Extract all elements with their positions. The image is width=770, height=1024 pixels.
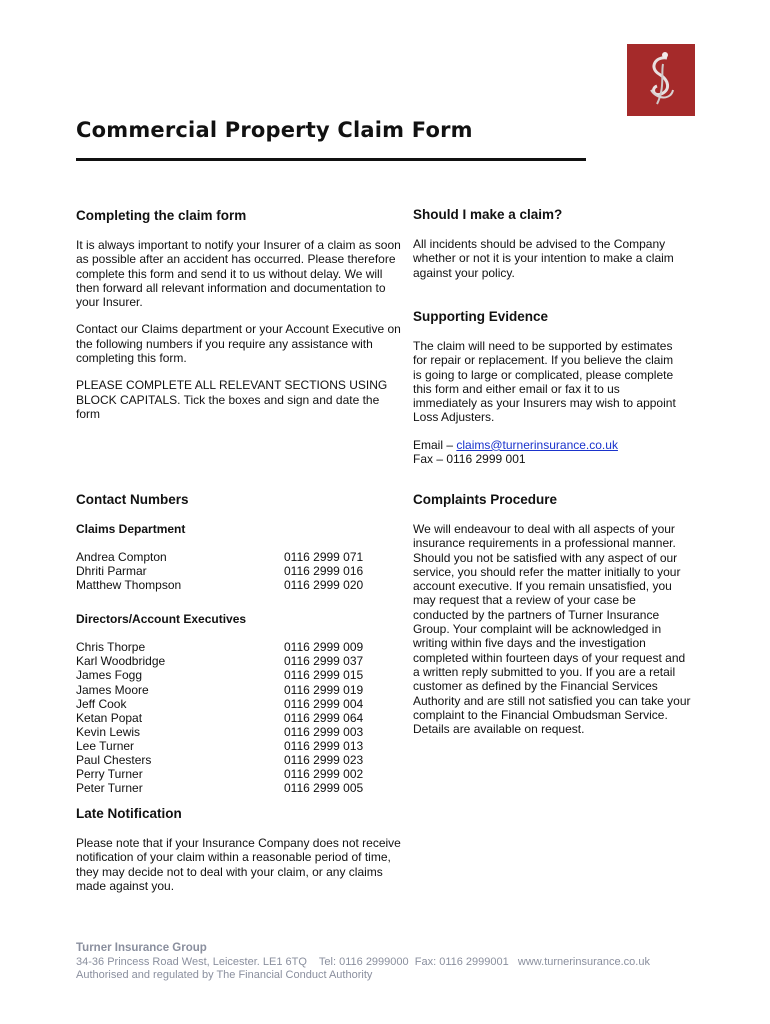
footer — [76, 942, 716, 983]
late-notification-text: Please note that if your Insurance Company does not receive notification of your claim within a reasonable period of time, they may decide not to deal with your claim, or any claims made against you. — [76, 836, 401, 893]
page-title: Commercial Property Claim Form — [76, 118, 473, 142]
email-line — [413, 438, 683, 452]
contact-name: James Fogg — [76, 668, 143, 683]
late-notification-heading: Late Notification — [76, 806, 182, 821]
should-claim-section — [413, 207, 698, 280]
title-underline — [76, 158, 586, 161]
contact-phone: 0116 2999 037 — [284, 654, 364, 669]
should-claim-heading: Should I make a claim? — [413, 207, 563, 222]
should-claim-text: All incidents should be advised to the Company whether or not it is your intention to make a claim against your policy. — [413, 237, 674, 280]
footer-company-name: Turner Insurance Group — [76, 942, 207, 954]
company-logo-icon — [627, 44, 695, 116]
directors-phones-list — [284, 640, 363, 795]
contact-numbers-heading: Contact Numbers — [76, 492, 189, 507]
contact-name: Perry Turner — [76, 767, 143, 782]
fax-line: Fax – 0116 2999 001 — [413, 452, 526, 467]
contact-name: James Moore — [76, 682, 149, 697]
claims-names-list — [76, 550, 284, 592]
supporting-evidence-heading: Supporting Evidence — [413, 309, 549, 324]
contact-phone: 0116 2999 019 — [284, 682, 364, 697]
contact-name: Andrea Compton — [76, 550, 167, 564]
email-label: Email – — [413, 437, 457, 452]
contact-phone: 0116 2999 016 — [284, 564, 364, 579]
contact-name: Lee Turner — [76, 738, 135, 753]
completing-paragraph-1: It is always important to notify your Insurer of a claim as soon as possible after an accident has occurred. Please therefore complete this form and send it to us without delay. We will then forward all relevant information and documentation to your Insurer. — [76, 238, 401, 310]
company-logo — [627, 44, 695, 116]
contact-name: Matthew Thompson — [76, 578, 182, 593]
contact-phone: 0116 2999 015 — [284, 668, 364, 683]
footer-address: 34-36 Princess Road West, Leicester. LE1 6TQ Tel: 0116 2999000 Fax: 0116 2999001 www.turnerinsurance.co.uk — [76, 955, 650, 968]
complaints-text: We will endeavour to deal with all aspects of your insurance requirements in a professional manner. Should you not be satisfied with any aspect of our service, you should refer the matter initially to your account executive. If you remain unsatisfied, you may request that a review of your case be conducted by the partners of Turner Insurance Group. Your complaint will be acknowledged in writing within five days and the investigation completed within fourteen days of your request and a written reply submitted to you. If you are a retail customer as defined by the Financial Services Authority and are still not satisfied you can take your complaint to the Financial Ombudsman Service. Details are available on request. — [413, 522, 691, 737]
complaints-heading: Complaints Procedure — [413, 492, 558, 507]
contact-phone: 0116 2999 064 — [284, 710, 364, 725]
contact-phone: 0116 2999 004 — [284, 696, 364, 711]
contact-phone: 0116 2999 020 — [284, 578, 364, 593]
contact-phone: 0116 2999 003 — [284, 724, 364, 739]
completing-section — [76, 208, 401, 421]
supporting-evidence-section — [413, 309, 683, 466]
directors-contact-table — [76, 640, 401, 795]
directors-names-list — [76, 640, 284, 795]
claims-department-heading: Claims Department — [76, 522, 186, 536]
directors-heading: Directors/Account Executives — [76, 612, 247, 627]
contact-name: Peter Turner — [76, 781, 143, 796]
contact-phone: 0116 2999 005 — [284, 781, 364, 796]
contact-name: Ketan Popat — [76, 710, 143, 725]
completing-heading: Completing the claim form — [76, 208, 247, 223]
claims-contact-table — [76, 550, 401, 592]
contact-phone: 0116 2999 071 — [284, 550, 364, 564]
contact-phone: 0116 2999 023 — [284, 753, 364, 768]
contact-name: Dhriti Parmar — [76, 564, 147, 579]
completing-paragraph-2: Contact our Claims department or your Account Executive on the following numbers if you require any assistance with completing this form. — [76, 322, 401, 366]
contact-name: Chris Thorpe — [76, 640, 146, 655]
supporting-evidence-text: The claim will need to be supported by estimates for repair or replacement. If you believe the claim is going to large or complicated, please complete this form and either email or fax it to us immediately as your Insurers may wish to appoint Loss Adjusters. — [413, 339, 676, 425]
contact-phone: 0116 2999 013 — [284, 738, 364, 753]
complaints-section — [413, 492, 693, 736]
completing-paragraph-3: PLEASE COMPLETE ALL RELEVANT SECTIONS USING BLOCK CAPITALS. Tick the boxes and sign and date the form — [76, 378, 388, 421]
contact-name: Kevin Lewis — [76, 724, 141, 739]
contact-phone: 0116 2999 002 — [284, 767, 364, 782]
footer-regulation: Authorised and regulated by The Financial Conduct Authority — [76, 969, 373, 981]
contact-name: Karl Woodbridge — [76, 654, 166, 669]
claims-email-link[interactable]: claims@turnerinsurance.co.uk — [456, 437, 618, 452]
contact-numbers-section — [76, 492, 401, 795]
claims-phones-list — [284, 550, 363, 592]
late-notification-section — [76, 806, 401, 893]
contact-name: Paul Chesters — [76, 753, 152, 768]
contact-phone: 0116 2999 009 — [284, 640, 364, 655]
contact-name: Jeff Cook — [76, 696, 127, 711]
